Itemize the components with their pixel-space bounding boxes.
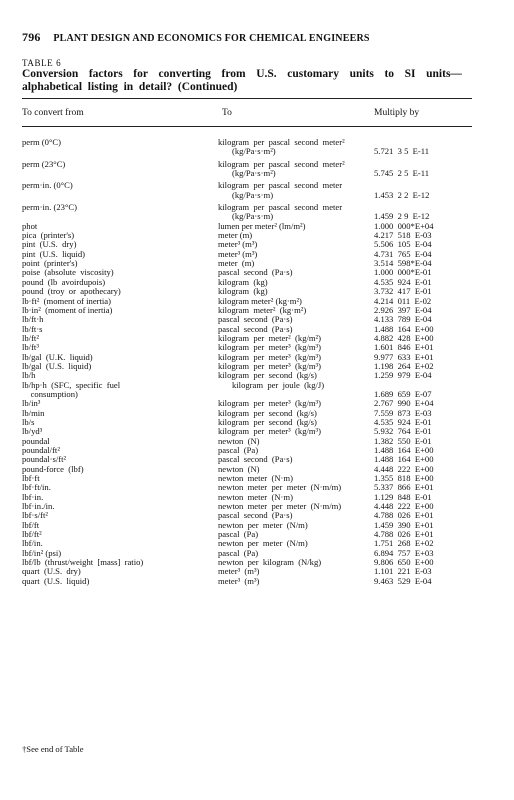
cell-from (22, 181, 218, 190)
cell-to-line: meter³ (m³) (218, 239, 258, 250)
cell-to-line: meter (m) (218, 230, 253, 241)
cell-from-line: lbf/ft (22, 519, 40, 530)
cell-multiply: 5.506 105 E-04 (374, 239, 432, 250)
cell-from-line: quart (U.S. liquid) (22, 575, 90, 586)
footnote: †See end of Table (22, 744, 84, 754)
caption-word: for (133, 68, 148, 80)
running-head (22, 30, 370, 45)
cell-multiply: 4.133 789 E-04 (374, 314, 432, 325)
cell-multiply: 4.731 765 E-04 (374, 248, 432, 259)
cell-from-line: lb/hp·h (SFC, specific fuel (22, 379, 121, 390)
cell-from-line: pound (troy or apothecary) (22, 286, 121, 297)
cell-to (218, 181, 368, 200)
cell-from-line: pint (U.S. dry) (22, 239, 77, 250)
cell-to-line: kilogram per pascal second meter (218, 202, 343, 213)
cell-from-line: lbf/in. (22, 538, 43, 549)
table-row (0, 138, 514, 157)
cell-from (22, 160, 218, 169)
cell-from-line: lb/ft·h (22, 314, 44, 325)
cell-from-line: pound (lb avoirdupois) (22, 276, 106, 287)
cell-from-line: lbf·s/ft² (22, 510, 48, 521)
cell-multiply: 7.559 873 E-03 (374, 407, 432, 418)
cell-from (22, 325, 218, 334)
cell-to-line: kilogram (kg) (218, 276, 268, 287)
cell-from (22, 409, 218, 418)
cell-multiply: 4.535 924 E-01 (374, 276, 432, 287)
cell-from-line: lbf·ft/in. (22, 482, 51, 493)
cell-multiply: 4.217 518 E-03 (374, 230, 432, 241)
cell-from (22, 530, 218, 539)
cell-multiply: 4.882 428 E+00 (374, 332, 434, 343)
cell-from-line: poundal (22, 435, 50, 446)
cell-to-line: newton meter per meter (N·m/m) (218, 501, 342, 512)
cell-from-line: poundal·s/ft² (22, 454, 67, 465)
cell-from (22, 138, 218, 147)
cell-multiply: 5.745 2 5 E-11 (374, 168, 430, 179)
caption-word: factors (88, 68, 123, 80)
cell-from-line: perm (0°C) (22, 137, 61, 147)
table-body (0, 138, 514, 586)
cell-to-line: kilogram (kg) (218, 286, 268, 297)
cell-from-line: poundal/ft² (22, 445, 60, 455)
cell-multiply: 4.448 222 E+00 (374, 463, 434, 474)
table-row (0, 203, 514, 222)
cell-from (22, 362, 218, 371)
cell-to-line: kilogram per meter³ (kg/m³) (218, 342, 321, 353)
cell-to-line: newton meter per meter (N·m/m) (218, 482, 342, 493)
cell-from (22, 315, 218, 324)
cell-multiply: 5.337 866 E+01 (374, 482, 434, 493)
cell-multiply: 1.751 268 E+02 (374, 538, 434, 549)
cell-to-line: kilogram per meter³ (kg/m³) (218, 398, 321, 409)
cell-from (22, 521, 218, 530)
cell-multiply: 3.732 417 E-01 (374, 286, 432, 297)
cell-from (22, 334, 218, 343)
cell-from-line: lb/ft·s (22, 323, 43, 334)
cell-multiply: 4.214 011 E-02 (374, 295, 432, 306)
cell-from-line: lb/gal (U.S. liquid) (22, 360, 92, 371)
cell-from-line: perm·in. (23°C) (22, 202, 77, 213)
cell-multiply: 1.488 164 E+00 (374, 454, 434, 465)
cell-multiply: 4.448 222 E+00 (374, 501, 434, 512)
cell-from (22, 502, 218, 511)
cell-to-line: (kg/Pa·s·m) (232, 189, 274, 200)
cell-from (22, 418, 218, 427)
cell-to-line: newton per kilogram (N/kg) (218, 557, 322, 568)
running-title: PLANT DESIGN AND ECONOMICS FOR CHEMICAL ENGINEERS (53, 33, 370, 44)
column-header-to: To (222, 108, 232, 118)
caption-word: from (221, 68, 246, 80)
cell-from-line: lbf/in² (psi) (22, 547, 62, 558)
cell-from-line: lbf/lb (thrust/weight [mass] ratio) (22, 557, 144, 568)
cell-to-line: pascal (Pa) (218, 445, 259, 455)
cell-to-line: (kg/Pa·s·m²) (232, 168, 276, 179)
cell-from (22, 577, 218, 586)
cell-to-line: kilogram per second (kg/s) (218, 416, 317, 427)
table-row (0, 160, 514, 179)
cell-from-line: perm·in. (0°C) (22, 180, 73, 191)
cell-multiply: 5.932 764 E-01 (374, 426, 432, 437)
cell-multiply: 3.514 598*E-04 (374, 258, 432, 269)
cell-multiply: 1.459 390 E+01 (374, 519, 434, 530)
cell-to-line: pascal second (Pa·s) (218, 267, 293, 278)
caption-word: Conversion (22, 68, 79, 80)
cell-multiply: 2.926 397 E-04 (374, 304, 432, 315)
cell-from-line: lbf/ft² (22, 529, 42, 540)
cell-from (22, 474, 218, 483)
caption-line-1 (22, 68, 462, 81)
cell-to-line: pascal second (Pa·s) (218, 314, 293, 325)
cell-from-line: consumption) (22, 388, 78, 399)
cell-multiply: 1.453 2 2 E-12 (374, 189, 430, 200)
cell-from-line: pint (U.S. liquid) (22, 248, 86, 259)
cell-multiply: 9.977 633 E+01 (374, 351, 434, 362)
cell-multiply: 1.259 979 E-04 (374, 370, 432, 381)
table-row (0, 381, 514, 400)
cell-multiply: 5.721 3 5 E-11 (374, 146, 430, 157)
cell-multiply: 1.689 659 E-07 (374, 388, 432, 399)
cell-multiply: 1.000 000*E-01 (374, 267, 432, 278)
table-row (0, 577, 514, 586)
cell-to-line: kilogram per meter³ (kg/m³) (218, 351, 321, 362)
table-label: TABLE 6 (22, 58, 62, 68)
cell-from-line: lbf·in. (22, 491, 44, 502)
cell-to-line: kilogram per second (kg/s) (218, 407, 317, 418)
caption-word: customary (287, 68, 339, 80)
cell-to-line: newton meter (N·m) (218, 491, 293, 502)
caption-word: converting (158, 68, 211, 80)
cell-multiply: 1.101 221 E-03 (374, 566, 432, 577)
cell-from (22, 381, 218, 400)
caption-word: U.S. (256, 68, 277, 80)
cell-multiply: 1.601 846 E+01 (374, 342, 434, 353)
cell-from (22, 427, 218, 436)
cell-from-line: poise (absolute viscosity) (22, 267, 114, 278)
cell-from-line: lb/h (22, 370, 36, 381)
cell-multiply: 1.129 848 E-01 (374, 491, 432, 502)
caption-word: units (349, 68, 374, 80)
cell-from-line: lbf·in./in. (22, 501, 55, 512)
cell-multiply: 4.788 026 E+01 (374, 529, 434, 540)
cell-from-line: lb/ft³ (22, 342, 39, 353)
cell-to-line: kilogram per joule (kg/J) (232, 379, 325, 390)
cell-from-line: lb/s (22, 416, 35, 427)
column-header-from: To convert from (22, 108, 84, 118)
table-row (0, 181, 514, 200)
cell-to (218, 138, 368, 157)
cell-to-line: kilogram per second (kg/s) (218, 370, 317, 381)
cell-multiply: 1.382 550 E-01 (374, 435, 432, 446)
cell-multiply: 6.894 757 E+03 (374, 547, 434, 558)
cell-to-line: newton per meter (N/m) (218, 519, 308, 530)
cell-to-line: meter³ (m³) (218, 566, 260, 577)
cell-multiply: 1.000 000*E+04 (374, 220, 434, 231)
cell-to-line: newton per meter (N/m) (218, 538, 308, 549)
cell-from (22, 399, 218, 408)
caption-line-2: alphabetical listing in detail? (Continued) (22, 81, 238, 93)
cell-to-line: kilogram meter² (kg·m²) (218, 295, 302, 306)
cell-multiply: 1.355 818 E+00 (374, 473, 434, 484)
cell-to-line: pascal (Pa) (218, 529, 259, 540)
cell-to-line: meter³ (m³) (218, 575, 260, 586)
table-header-rule (22, 126, 472, 127)
caption-word: to (384, 68, 395, 80)
column-header-multiply: Multiply by (374, 108, 420, 118)
cell-multiply: 1.488 164 E+00 (374, 323, 434, 334)
table-row (0, 231, 514, 240)
table-row (0, 222, 514, 231)
cell-from-line: quart (U.S. dry) (22, 566, 81, 577)
cell-to-line: pascal second (Pa·s) (218, 510, 293, 521)
cell-to-line: kilogram per meter³ (kg/m³) (218, 360, 321, 371)
cell-from-line: lb/ft² (22, 332, 39, 343)
caption-word: units— (426, 68, 462, 80)
cell-from-line: perm (23°C) (22, 158, 66, 169)
cell-from-line: lb/min (22, 407, 45, 418)
cell-multiply: 1.488 164 E+00 (374, 445, 434, 455)
cell-from-line: phot (22, 220, 38, 231)
page-number: 796 (22, 30, 41, 44)
cell-from-line: lb/in³ (22, 398, 41, 409)
table-caption (22, 68, 462, 94)
cell-from (22, 203, 218, 212)
cell-multiply: 4.788 026 E+01 (374, 510, 434, 521)
cell-from-line: lb/yd³ (22, 426, 43, 437)
cell-to-line: kilogram per pascal second meter² (218, 137, 345, 147)
cell-multiply: 9.806 650 E+00 (374, 557, 434, 568)
cell-to-line: kilogram per pascal second meter (218, 180, 343, 191)
cell-multiply: 1.459 2 9 E-12 (374, 211, 430, 222)
cell-to-line: (kg/Pa·s·m²) (232, 146, 276, 157)
caption-word: SI (404, 68, 416, 80)
cell-from-line: point (printer's) (22, 258, 78, 269)
cell-from-line: lb·in² (moment of inertia) (22, 304, 113, 315)
cell-multiply: 4.535 924 E-01 (374, 416, 432, 427)
cell-to-line: pascal second (Pa·s) (218, 323, 293, 334)
cell-to (218, 381, 368, 390)
cell-to-line: kilogram per pascal second meter² (218, 158, 345, 169)
cell-to-line: newton meter (N·m) (218, 473, 293, 484)
cell-multiply: 9.463 529 E-04 (374, 575, 432, 586)
cell-to-line: meter³ (m³) (218, 248, 258, 259)
cell-multiply: 2.767 990 E+04 (374, 398, 434, 409)
table-top-rule (22, 98, 472, 99)
cell-to (218, 203, 368, 222)
cell-from (22, 306, 218, 315)
cell-to-line: kilogram meter² (kg·m²) (218, 304, 307, 315)
cell-from (22, 483, 218, 492)
cell-from (22, 511, 218, 520)
cell-to-line: pascal second (Pa·s) (218, 454, 293, 465)
cell-to (218, 160, 368, 179)
cell-from-line: pica (printer's) (22, 230, 75, 241)
cell-to-line: kilogram per meter² (kg/m²) (218, 332, 321, 343)
cell-to-line: newton (N) (218, 435, 260, 446)
cell-to-line: pascal (Pa) (218, 547, 259, 558)
cell-from-line: lb·ft² (moment of inertia) (22, 295, 111, 306)
cell-to-line: meter (m) (218, 258, 255, 269)
cell-from-line: pound-force (lbf) (22, 463, 84, 474)
cell-from-line: lbf·ft (22, 473, 40, 484)
cell-from-line: lb/gal (U.K. liquid) (22, 351, 93, 362)
cell-to-line: lumen per meter² (lm/m²) (218, 220, 306, 231)
cell-to-line: (kg/Pa·s·m) (232, 211, 274, 222)
cell-to-line: kilogram per meter³ (kg/m³) (218, 426, 321, 437)
cell-to-line: newton (N) (218, 463, 260, 474)
cell-multiply: 1.198 264 E+02 (374, 360, 434, 371)
cell-from (22, 465, 218, 474)
cell-to (218, 577, 368, 586)
